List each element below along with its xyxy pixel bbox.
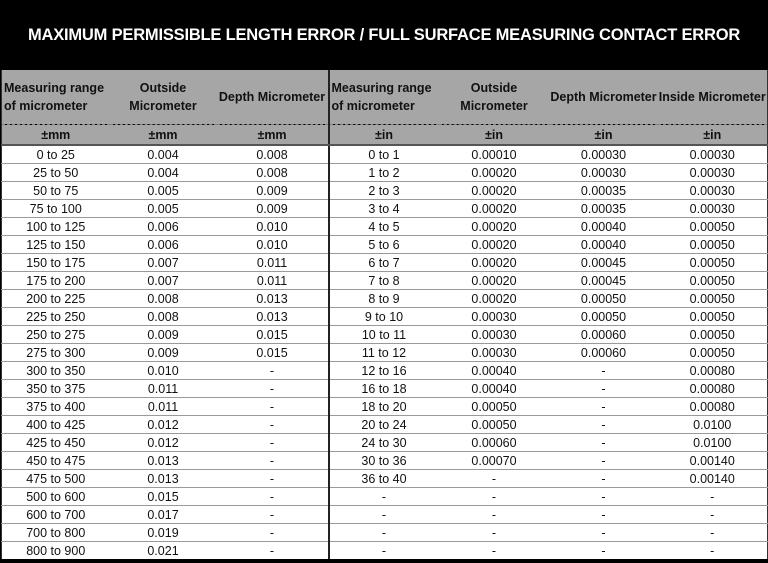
metric-cell: 0.013 xyxy=(217,308,329,326)
unit-cell: ±in xyxy=(439,125,550,146)
imperial-cell: 0.00020 xyxy=(439,236,550,254)
imperial-cell: 8 to 9 xyxy=(329,290,439,308)
metric-cell: 350 to 375 xyxy=(2,380,110,398)
metric-cell: 400 to 425 xyxy=(2,416,110,434)
imperial-cell: 0.00020 xyxy=(439,290,550,308)
metric-cell: 0.008 xyxy=(217,164,329,182)
metric-cell: 0.006 xyxy=(110,236,217,254)
metric-cell: 0.007 xyxy=(110,272,217,290)
imperial-cell: - xyxy=(439,488,550,506)
imperial-cell: - xyxy=(658,524,768,542)
table-row xyxy=(2,326,768,344)
imperial-cell: - xyxy=(658,506,768,524)
table-body xyxy=(2,145,768,559)
metric-cell: 0.011 xyxy=(217,254,329,272)
metric-cell: - xyxy=(217,416,329,434)
unit-cell: ±in xyxy=(550,125,658,146)
metric-cell: 475 to 500 xyxy=(2,470,110,488)
imperial-cell: 0 to 1 xyxy=(329,145,439,164)
table-row xyxy=(2,290,768,308)
imperial-cell: - xyxy=(550,524,658,542)
imperial-cell: 6 to 7 xyxy=(329,254,439,272)
imperial-cell: - xyxy=(439,542,550,560)
metric-cell: - xyxy=(217,470,329,488)
imperial-cell: - xyxy=(550,380,658,398)
imperial-cell: 0.00045 xyxy=(550,254,658,272)
imperial-cell: 0.00045 xyxy=(550,272,658,290)
table-row xyxy=(2,506,768,524)
imperial-cell: 0.00080 xyxy=(658,398,768,416)
metric-cell: - xyxy=(217,452,329,470)
metric-cell: - xyxy=(217,380,329,398)
imperial-cell: 0.00050 xyxy=(658,290,768,308)
imperial-cell: 3 to 4 xyxy=(329,200,439,218)
metric-cell: 0.010 xyxy=(217,236,329,254)
metric-cell: 50 to 75 xyxy=(2,182,110,200)
imperial-cell: 0.00080 xyxy=(658,380,768,398)
metric-cell: 150 to 175 xyxy=(2,254,110,272)
metric-cell: 0.005 xyxy=(110,182,217,200)
imperial-cell: 0.00020 xyxy=(439,218,550,236)
imperial-cell: 0.00050 xyxy=(439,398,550,416)
imperial-cell: 0.00050 xyxy=(658,218,768,236)
metric-cell: 0.006 xyxy=(110,218,217,236)
imperial-cell: 0.00020 xyxy=(439,182,550,200)
metric-cell: 0 to 25 xyxy=(2,145,110,164)
metric-cell: - xyxy=(217,524,329,542)
imperial-cell: 20 to 24 xyxy=(329,416,439,434)
imperial-cell: 0.00020 xyxy=(439,164,550,182)
table-row xyxy=(2,416,768,434)
imperial-cell: 0.00030 xyxy=(658,182,768,200)
metric-cell: 0.007 xyxy=(110,254,217,272)
metric-cell: 200 to 225 xyxy=(2,290,110,308)
imperial-cell: 0.00080 xyxy=(658,362,768,380)
metric-cell: - xyxy=(217,506,329,524)
imperial-cell: 0.00030 xyxy=(658,164,768,182)
imperial-cell: - xyxy=(439,524,550,542)
metric-cell: - xyxy=(217,398,329,416)
imperial-cell: 0.00035 xyxy=(550,200,658,218)
imperial-cell: 4 to 5 xyxy=(329,218,439,236)
imperial-cell: 36 to 40 xyxy=(329,470,439,488)
imperial-cell: - xyxy=(329,524,439,542)
table-row xyxy=(2,362,768,380)
imperial-cell: 0.00030 xyxy=(550,164,658,182)
imperial-cell: 0.00040 xyxy=(550,236,658,254)
imperial-cell: 0.00140 xyxy=(658,470,768,488)
header-in-depth: Depth Micrometer xyxy=(550,70,658,125)
imperial-cell: 0.00040 xyxy=(439,380,550,398)
metric-cell: 375 to 400 xyxy=(2,398,110,416)
imperial-cell: - xyxy=(329,542,439,560)
metric-cell: 0.021 xyxy=(110,542,217,560)
metric-cell: - xyxy=(217,542,329,560)
imperial-cell: 30 to 36 xyxy=(329,452,439,470)
unit-cell: ±mm xyxy=(2,125,110,146)
table-row xyxy=(2,524,768,542)
imperial-cell: - xyxy=(439,470,550,488)
header-mm-range: Measuring range of micrometer xyxy=(2,70,110,125)
imperial-cell: 0.0100 xyxy=(658,416,768,434)
imperial-cell: 0.00020 xyxy=(439,272,550,290)
metric-cell: 0.013 xyxy=(110,470,217,488)
imperial-cell: 2 to 3 xyxy=(329,182,439,200)
metric-cell: 0.009 xyxy=(217,182,329,200)
table-row xyxy=(2,470,768,488)
imperial-cell: 9 to 10 xyxy=(329,308,439,326)
imperial-cell: 7 to 8 xyxy=(329,272,439,290)
metric-cell: 800 to 900 xyxy=(2,542,110,560)
metric-cell: 0.015 xyxy=(217,326,329,344)
metric-cell: 0.010 xyxy=(110,362,217,380)
imperial-cell: 0.00050 xyxy=(658,272,768,290)
header-mm-outside: Outside Micrometer xyxy=(110,70,217,125)
imperial-cell: 18 to 20 xyxy=(329,398,439,416)
imperial-cell: 0.00050 xyxy=(658,326,768,344)
metric-cell: 425 to 450 xyxy=(2,434,110,452)
imperial-cell: 0.00030 xyxy=(550,145,658,164)
imperial-cell: - xyxy=(658,488,768,506)
metric-cell: 275 to 300 xyxy=(2,344,110,362)
imperial-cell: 10 to 11 xyxy=(329,326,439,344)
metric-cell: 100 to 125 xyxy=(2,218,110,236)
metric-cell: 175 to 200 xyxy=(2,272,110,290)
imperial-cell: - xyxy=(658,542,768,560)
metric-cell: 0.009 xyxy=(217,200,329,218)
table-row xyxy=(2,218,768,236)
table-row xyxy=(2,380,768,398)
metric-cell: - xyxy=(217,434,329,452)
imperial-cell: - xyxy=(550,362,658,380)
metric-cell: 0.005 xyxy=(110,200,217,218)
header-row xyxy=(2,70,768,125)
imperial-cell: 16 to 18 xyxy=(329,380,439,398)
metric-cell: 0.008 xyxy=(217,145,329,164)
imperial-cell: 0.00030 xyxy=(439,326,550,344)
imperial-cell: 11 to 12 xyxy=(329,344,439,362)
header-mm-depth: Depth Micrometer xyxy=(217,70,329,125)
imperial-cell: - xyxy=(550,488,658,506)
table-row xyxy=(2,145,768,164)
imperial-cell: 0.00050 xyxy=(550,290,658,308)
imperial-cell: 0.00040 xyxy=(439,362,550,380)
metric-cell: 0.004 xyxy=(110,164,217,182)
imperial-cell: 0.00030 xyxy=(439,308,550,326)
metric-cell: 0.015 xyxy=(110,488,217,506)
imperial-cell: - xyxy=(550,506,658,524)
metric-cell: 0.017 xyxy=(110,506,217,524)
table-row xyxy=(2,272,768,290)
unit-cell: ±mm xyxy=(110,125,217,146)
imperial-cell: 0.00030 xyxy=(658,200,768,218)
metric-cell: 0.010 xyxy=(217,218,329,236)
header-in-inside: Inside Micrometer xyxy=(658,70,768,125)
metric-cell: 0.009 xyxy=(110,326,217,344)
imperial-cell: - xyxy=(550,398,658,416)
imperial-cell: 5 to 6 xyxy=(329,236,439,254)
metric-cell: - xyxy=(217,362,329,380)
imperial-cell: 0.00050 xyxy=(658,236,768,254)
metric-cell: 300 to 350 xyxy=(2,362,110,380)
imperial-cell: - xyxy=(329,488,439,506)
imperial-cell: 24 to 30 xyxy=(329,434,439,452)
imperial-cell: - xyxy=(550,470,658,488)
table-row xyxy=(2,452,768,470)
metric-cell: 75 to 100 xyxy=(2,200,110,218)
imperial-cell: - xyxy=(550,416,658,434)
metric-cell: 700 to 800 xyxy=(2,524,110,542)
metric-cell: 250 to 275 xyxy=(2,326,110,344)
metric-cell: 125 to 150 xyxy=(2,236,110,254)
imperial-cell: - xyxy=(550,542,658,560)
imperial-cell: - xyxy=(550,452,658,470)
table-row xyxy=(2,164,768,182)
metric-cell: 0.011 xyxy=(110,380,217,398)
metric-cell: 25 to 50 xyxy=(2,164,110,182)
imperial-cell: 0.00035 xyxy=(550,182,658,200)
table-row xyxy=(2,236,768,254)
imperial-cell: 0.00020 xyxy=(439,254,550,272)
imperial-cell: 0.00050 xyxy=(658,308,768,326)
imperial-cell: 0.00050 xyxy=(658,254,768,272)
imperial-cell: 0.00070 xyxy=(439,452,550,470)
imperial-cell: - xyxy=(550,434,658,452)
metric-cell: 600 to 700 xyxy=(2,506,110,524)
imperial-cell: 0.00050 xyxy=(658,344,768,362)
table-row xyxy=(2,434,768,452)
imperial-cell: 0.00020 xyxy=(439,200,550,218)
metric-cell: 0.009 xyxy=(110,344,217,362)
table-row xyxy=(2,488,768,506)
imperial-cell: 0.00060 xyxy=(550,326,658,344)
imperial-cell: 1 to 2 xyxy=(329,164,439,182)
imperial-cell: 0.00050 xyxy=(550,308,658,326)
units-row xyxy=(2,125,768,146)
table-title: MAXIMUM PERMISSIBLE LENGTH ERROR / FULL SURFACE MEASURING CONTACT ERROR xyxy=(0,0,768,70)
metric-cell: 0.012 xyxy=(110,416,217,434)
imperial-cell: 0.00030 xyxy=(658,145,768,164)
imperial-cell: 0.00040 xyxy=(550,218,658,236)
imperial-cell: 0.00030 xyxy=(439,344,550,362)
table-row xyxy=(2,344,768,362)
imperial-cell: 0.00140 xyxy=(658,452,768,470)
metric-cell: 0.008 xyxy=(110,290,217,308)
unit-cell: ±in xyxy=(658,125,768,146)
error-table xyxy=(1,70,768,559)
metric-cell: 0.013 xyxy=(110,452,217,470)
imperial-cell: 0.00050 xyxy=(439,416,550,434)
metric-cell: 0.015 xyxy=(217,344,329,362)
unit-cell: ±in xyxy=(329,125,439,146)
imperial-cell: - xyxy=(329,506,439,524)
imperial-cell: 12 to 16 xyxy=(329,362,439,380)
table-row xyxy=(2,182,768,200)
table-row xyxy=(2,200,768,218)
imperial-cell: 0.0100 xyxy=(658,434,768,452)
metric-cell: 0.013 xyxy=(217,290,329,308)
imperial-cell: 0.00010 xyxy=(439,145,550,164)
metric-cell: 225 to 250 xyxy=(2,308,110,326)
metric-cell: 500 to 600 xyxy=(2,488,110,506)
table-row xyxy=(2,254,768,272)
imperial-cell: - xyxy=(439,506,550,524)
metric-cell: 0.011 xyxy=(110,398,217,416)
metric-cell: 0.012 xyxy=(110,434,217,452)
header-in-range: Measuring range of micrometer xyxy=(329,70,439,125)
metric-cell: - xyxy=(217,488,329,506)
metric-cell: 0.008 xyxy=(110,308,217,326)
header-in-outside: Outside Micrometer xyxy=(439,70,550,125)
metric-cell: 0.011 xyxy=(217,272,329,290)
metric-cell: 0.004 xyxy=(110,145,217,164)
table-row xyxy=(2,542,768,560)
metric-cell: 450 to 475 xyxy=(2,452,110,470)
metric-cell: 0.019 xyxy=(110,524,217,542)
imperial-cell: 0.00060 xyxy=(550,344,658,362)
unit-cell: ±mm xyxy=(217,125,329,146)
imperial-cell: 0.00060 xyxy=(439,434,550,452)
table-row xyxy=(2,398,768,416)
table-row xyxy=(2,308,768,326)
